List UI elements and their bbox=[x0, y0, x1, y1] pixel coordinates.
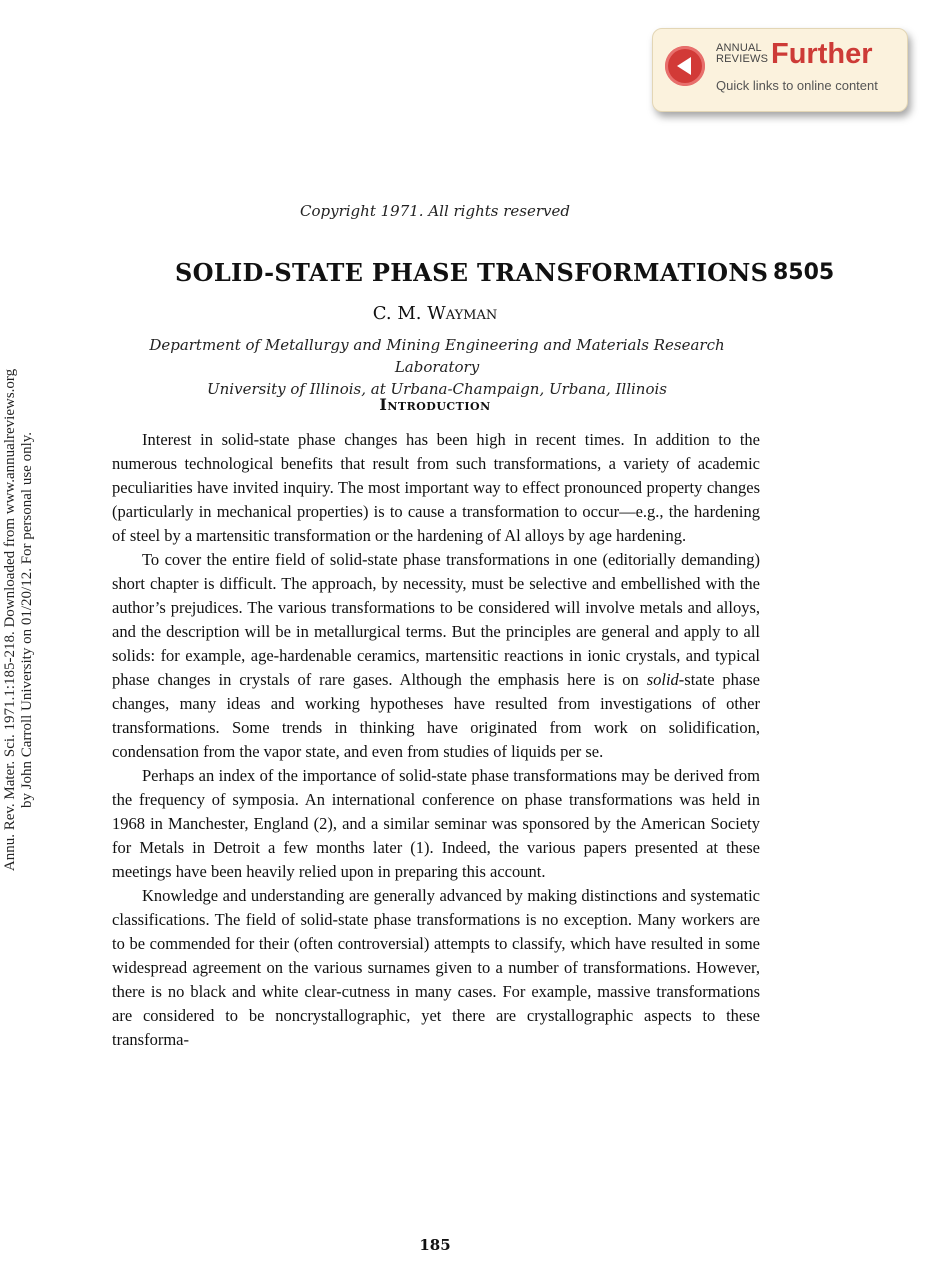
further-tagline: Quick links to online content bbox=[716, 78, 878, 93]
section-heading: Introduction bbox=[379, 395, 491, 414]
paper-title: SOLID-STATE PHASE TRANSFORMATIONS bbox=[175, 258, 769, 287]
further-brand: Further bbox=[771, 38, 873, 70]
download-watermark bbox=[2, 330, 36, 910]
further-badge[interactable] bbox=[652, 28, 908, 112]
author-affiliation: Department of Metallurgy and Mining Engineering and Materials Research Laboratory University of Illinois, at Urbana-Champaign, Urbana, Illinois bbox=[149, 336, 725, 398]
watermark-line-1: Annu. Rev. Mater. Sci. 1971.1:185-218. Downloaded from www.annualreviews.org bbox=[2, 368, 18, 872]
paragraph: Perhaps an index of the importance of solid-state phase transformations may be derived from the frequency of symposia. An international conference on phase transformations was held in 1968 in Manchester, England (2), and a similar seminar was sponsored by the American Society for Metals in Detroit a few months later (1). Indeed, the various papers presented at these meetings have been heavily relied upon in preparing this account. bbox=[112, 766, 760, 881]
author-name: C. M. Wayman bbox=[372, 303, 498, 324]
copyright-notice: Copyright 1971. All rights reserved bbox=[300, 202, 570, 220]
page-number: 185 bbox=[419, 1236, 451, 1254]
paragraph: Interest in solid-state phase changes has been high in recent times. In addition to the numerous technological benefits that result from such transformations, a variety of academic peculiarities have invited inquiry. The most important way to effect pronounced property changes (particularly in mechanical properties) is to cause a transformation to occur—e.g., the hardening of steel by a martensitic transformation or the hardening of Al alloys by age hardening. bbox=[112, 430, 760, 545]
watermark-line-2: by John Carroll University on 01/20/12. For personal use only. bbox=[19, 431, 35, 809]
paragraph: Knowledge and understanding are generally advanced by making distinctions and systematic classifications. The field of solid-state phase transformations is no exception. Many workers are to be commended for their (often controversial) attempts to classify, which have resulted in some widespread agreement on the various surnames given to a number of transformations. However, there is no black and white clear-cutness in many cases. For example, massive transformations are considered to be noncrystallographic, yet there are crystallographic aspects to these transforma- bbox=[112, 886, 760, 1049]
body-text bbox=[112, 428, 760, 1052]
play-back-icon bbox=[665, 46, 705, 86]
article-code: 8505 bbox=[773, 260, 835, 285]
annual-reviews-label: ANNUAL REVIEWS bbox=[716, 42, 769, 65]
paragraph: To cover the entire field of solid-state phase transformations in one (editorially demanding) short chapter is difficult. The approach, by necessity, must be selective and embellished with the author’s prejudices. The various transformations to be considered will involve metals and alloys, and the description will be in metallurgical terms. But the principles are general and apply to all solids: for example, age-hardenable ceramics, martensitic reactions in ionic crystals, and typical phase changes in crystals of rare gases. Although the emphasis here is on solid-state phase changes, many ideas and working hypotheses have resulted from investigations of other transformations. Some trends in thinking have originated from work on solidification, condensation from the vapor state, and even from studies of liquids per se. bbox=[112, 550, 760, 761]
